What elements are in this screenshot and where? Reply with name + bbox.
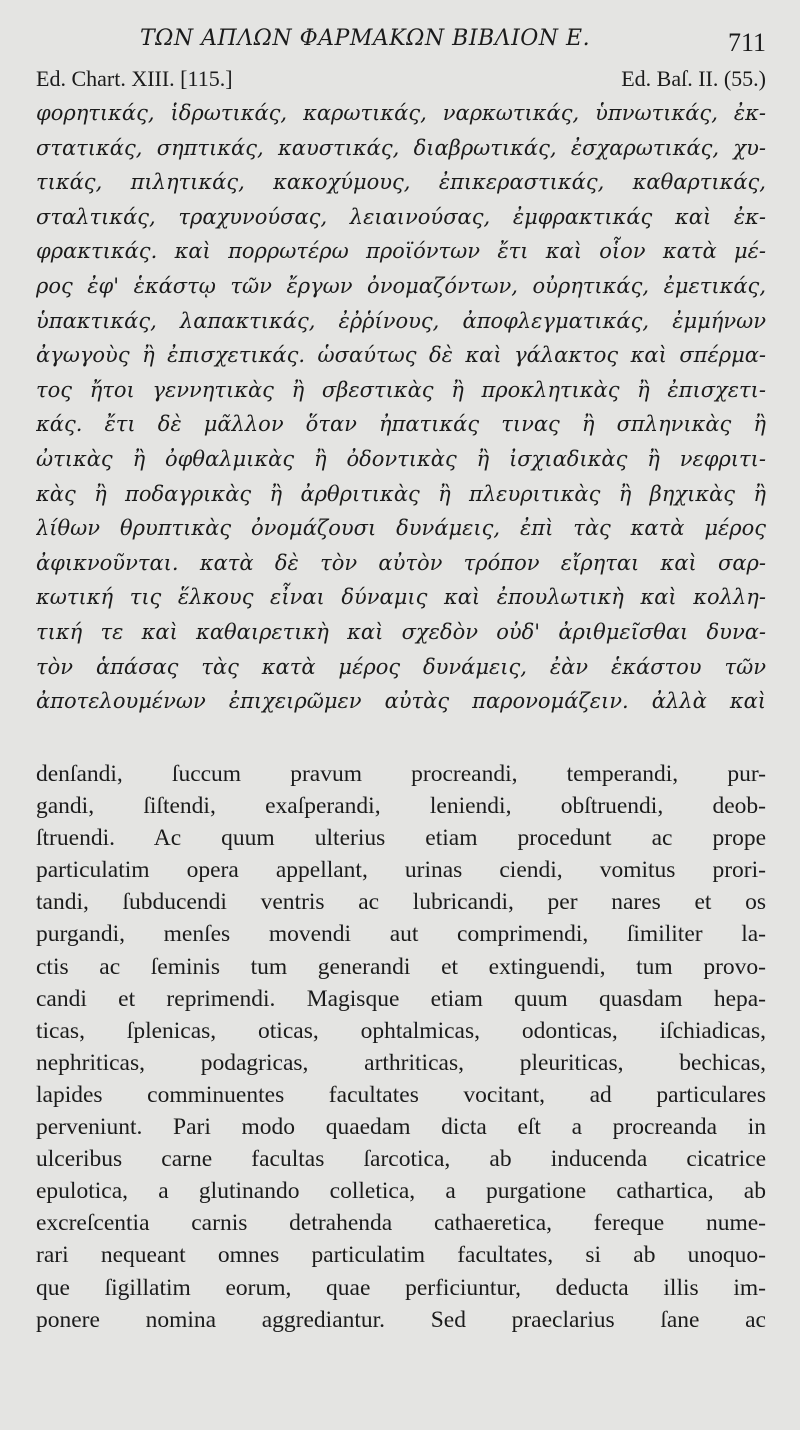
greek-line: κάς. ἔτι δὲ μᾶλλον ὅταν ἠπατικάς τινας ἢ σπληνικὰς ἢ (36, 412, 766, 437)
latin-line: ctis ac ſeminis tum generandi et extinguendi, tum provo- (36, 953, 766, 980)
latin-line: tandi, ſubducendi ventris ac lubricandi, per nares et os (36, 889, 766, 916)
latin-line: ſtruendi. Ac quum ulterius etiam procedunt ac prope (36, 825, 766, 852)
greek-line: ὑπακτικάς, λαπακτικάς, ἐῤῥίνους, ἀποφλεγματικάς, ἐμμήνων (36, 308, 766, 333)
edition-reference-line (36, 66, 766, 94)
latin-text-block (36, 758, 766, 1336)
greek-line: φορητικάς, ἱδρωτικάς, καρωτικάς, ναρκωτικάς, ὑπνωτικάς, ἐκ- (36, 101, 766, 125)
latin-line: perveniunt. Pari modo quaedam dicta eſt a procreanda in (36, 1114, 766, 1141)
greek-text-block (36, 96, 766, 719)
edition-reference-chartier: Ed. Chart. XIII. [115.] (36, 66, 233, 91)
greek-line: στατικάς, σηπτικάς, καυστικάς, διαβρωτικάς, ἐσχαρωτικάς, χυ- (36, 135, 766, 160)
greek-line: ἀφικνοῦνται. κατὰ δὲ τὸν αὐτὸν τρόπον εἴρηται καὶ σαρ- (36, 550, 766, 575)
running-head (0, 26, 800, 62)
latin-line: denſandi, ſuccum pravum procreandi, temperandi, pur- (36, 761, 766, 787)
greek-line: σταλτικάς, τραχυνούσας, λειαινούσας, ἐμφρακτικάς καὶ ἐκ- (36, 204, 766, 229)
greek-line: τος ἤτοι γεννητικὰς ἢ σβεστικὰς ἢ προκλητικὰς ἢ ἐπισχετι- (36, 377, 766, 402)
latin-line: particulatim opera appellant, urinas ciendi, vomitus prori- (36, 857, 766, 884)
running-title: ΤΩΝ ΑΠΛΩΝ ΦΑΡΜΑΚΩΝ ΒΙΒΛΙΟΝ Ε. (140, 26, 591, 51)
latin-line: lapides comminuentes facultates vocitant, ad particulares (36, 1081, 766, 1108)
latin-line: epulotica, a glutinando colletica, a purgatione cathartica, ab (36, 1178, 766, 1205)
greek-line: τὸν ἁπάσας τὰς κατὰ μέρος δυνάμεις, ἐὰν ἑκάστου τῶν (36, 654, 766, 679)
latin-line: gandi, ſiſtendi, exaſperandi, leniendi, obſtruendi, deob- (36, 793, 766, 820)
greek-line: λίθων θρυπτικὰς ὀνομάζουσι δυνάμεις, ἐπὶ τὰς κατὰ μέρος (36, 516, 766, 541)
latin-line: que ſigillatim eorum, quae perficiuntur, deducta illis im- (36, 1274, 766, 1301)
page-number: 711 (727, 28, 766, 57)
latin-line: candi et reprimendi. Magisque etiam quum quasdam hepa- (36, 985, 766, 1012)
greek-line: κωτική τις ἕλκους εἶναι δύναμις καὶ ἐπουλωτικὴ καὶ κολλη- (36, 585, 766, 610)
greek-line: ὠτικὰς ἢ ὀφθαλμικὰς ἢ ὀδοντικὰς ἢ ἰσχιαδικὰς ἢ νεφριτι- (36, 446, 766, 471)
greek-line: κὰς ἢ ποδαγρικὰς ἢ ἀρθριτικὰς ἢ πλευριτικὰς ἢ βηχικὰς ἢ (36, 481, 766, 506)
latin-line: excreſcentia carnis detrahenda cathaeretica, fereque nume- (36, 1210, 766, 1237)
latin-line: ticas, ſplenicas, oticas, ophtalmicas, odonticas, iſchiadicas, (36, 1017, 766, 1044)
greek-line: ἀγωγοὺς ἢ ἐπισχετικάς. ὡσαύτως δὲ καὶ γάλακτος καὶ σπέρμα- (36, 343, 766, 368)
latin-line: purgandi, menſes movendi aut comprimendi, ſimiliter la- (36, 921, 766, 948)
greek-line: ρος ἐφ' ἑκάστῳ τῶν ἔργων ὀνομαζόντων, οὐρητικάς, ἐμετικάς, (36, 273, 766, 298)
greek-line: τικάς, πιλητικάς, κακοχύμους, ἐπικεραστικάς, καθαρτικάς, (36, 170, 766, 195)
latin-line: nephriticas, podagricas, arthriticas, pleuriticas, bechicas, (36, 1049, 766, 1076)
latin-line: ponere nomina aggrediantur. Sed praeclarius ſane ac (36, 1306, 766, 1333)
edition-reference-basel: Ed. Baſ. II. (55.) (621, 66, 766, 91)
greek-line: ἀποτελουμένων ἐπιχειρῶμεν αὐτὰς παρονομάζειν. ἀλλὰ καὶ (36, 689, 766, 714)
latin-line: rari nequeant omnes particulatim facultates, si ab unoquo- (36, 1242, 766, 1269)
greek-line: τική τε καὶ καθαιρετικὴ καὶ σχεδὸν οὐδ' ἀριθμεῖσθαι δυνα- (36, 619, 766, 644)
greek-line: φρακτικάς. καὶ πορρωτέρω προϊόντων ἔτι καὶ οἷον κατὰ μέ- (36, 239, 766, 264)
latin-line: ulceribus carne facultas ſarcotica, ab inducenda cicatrice (36, 1146, 766, 1173)
